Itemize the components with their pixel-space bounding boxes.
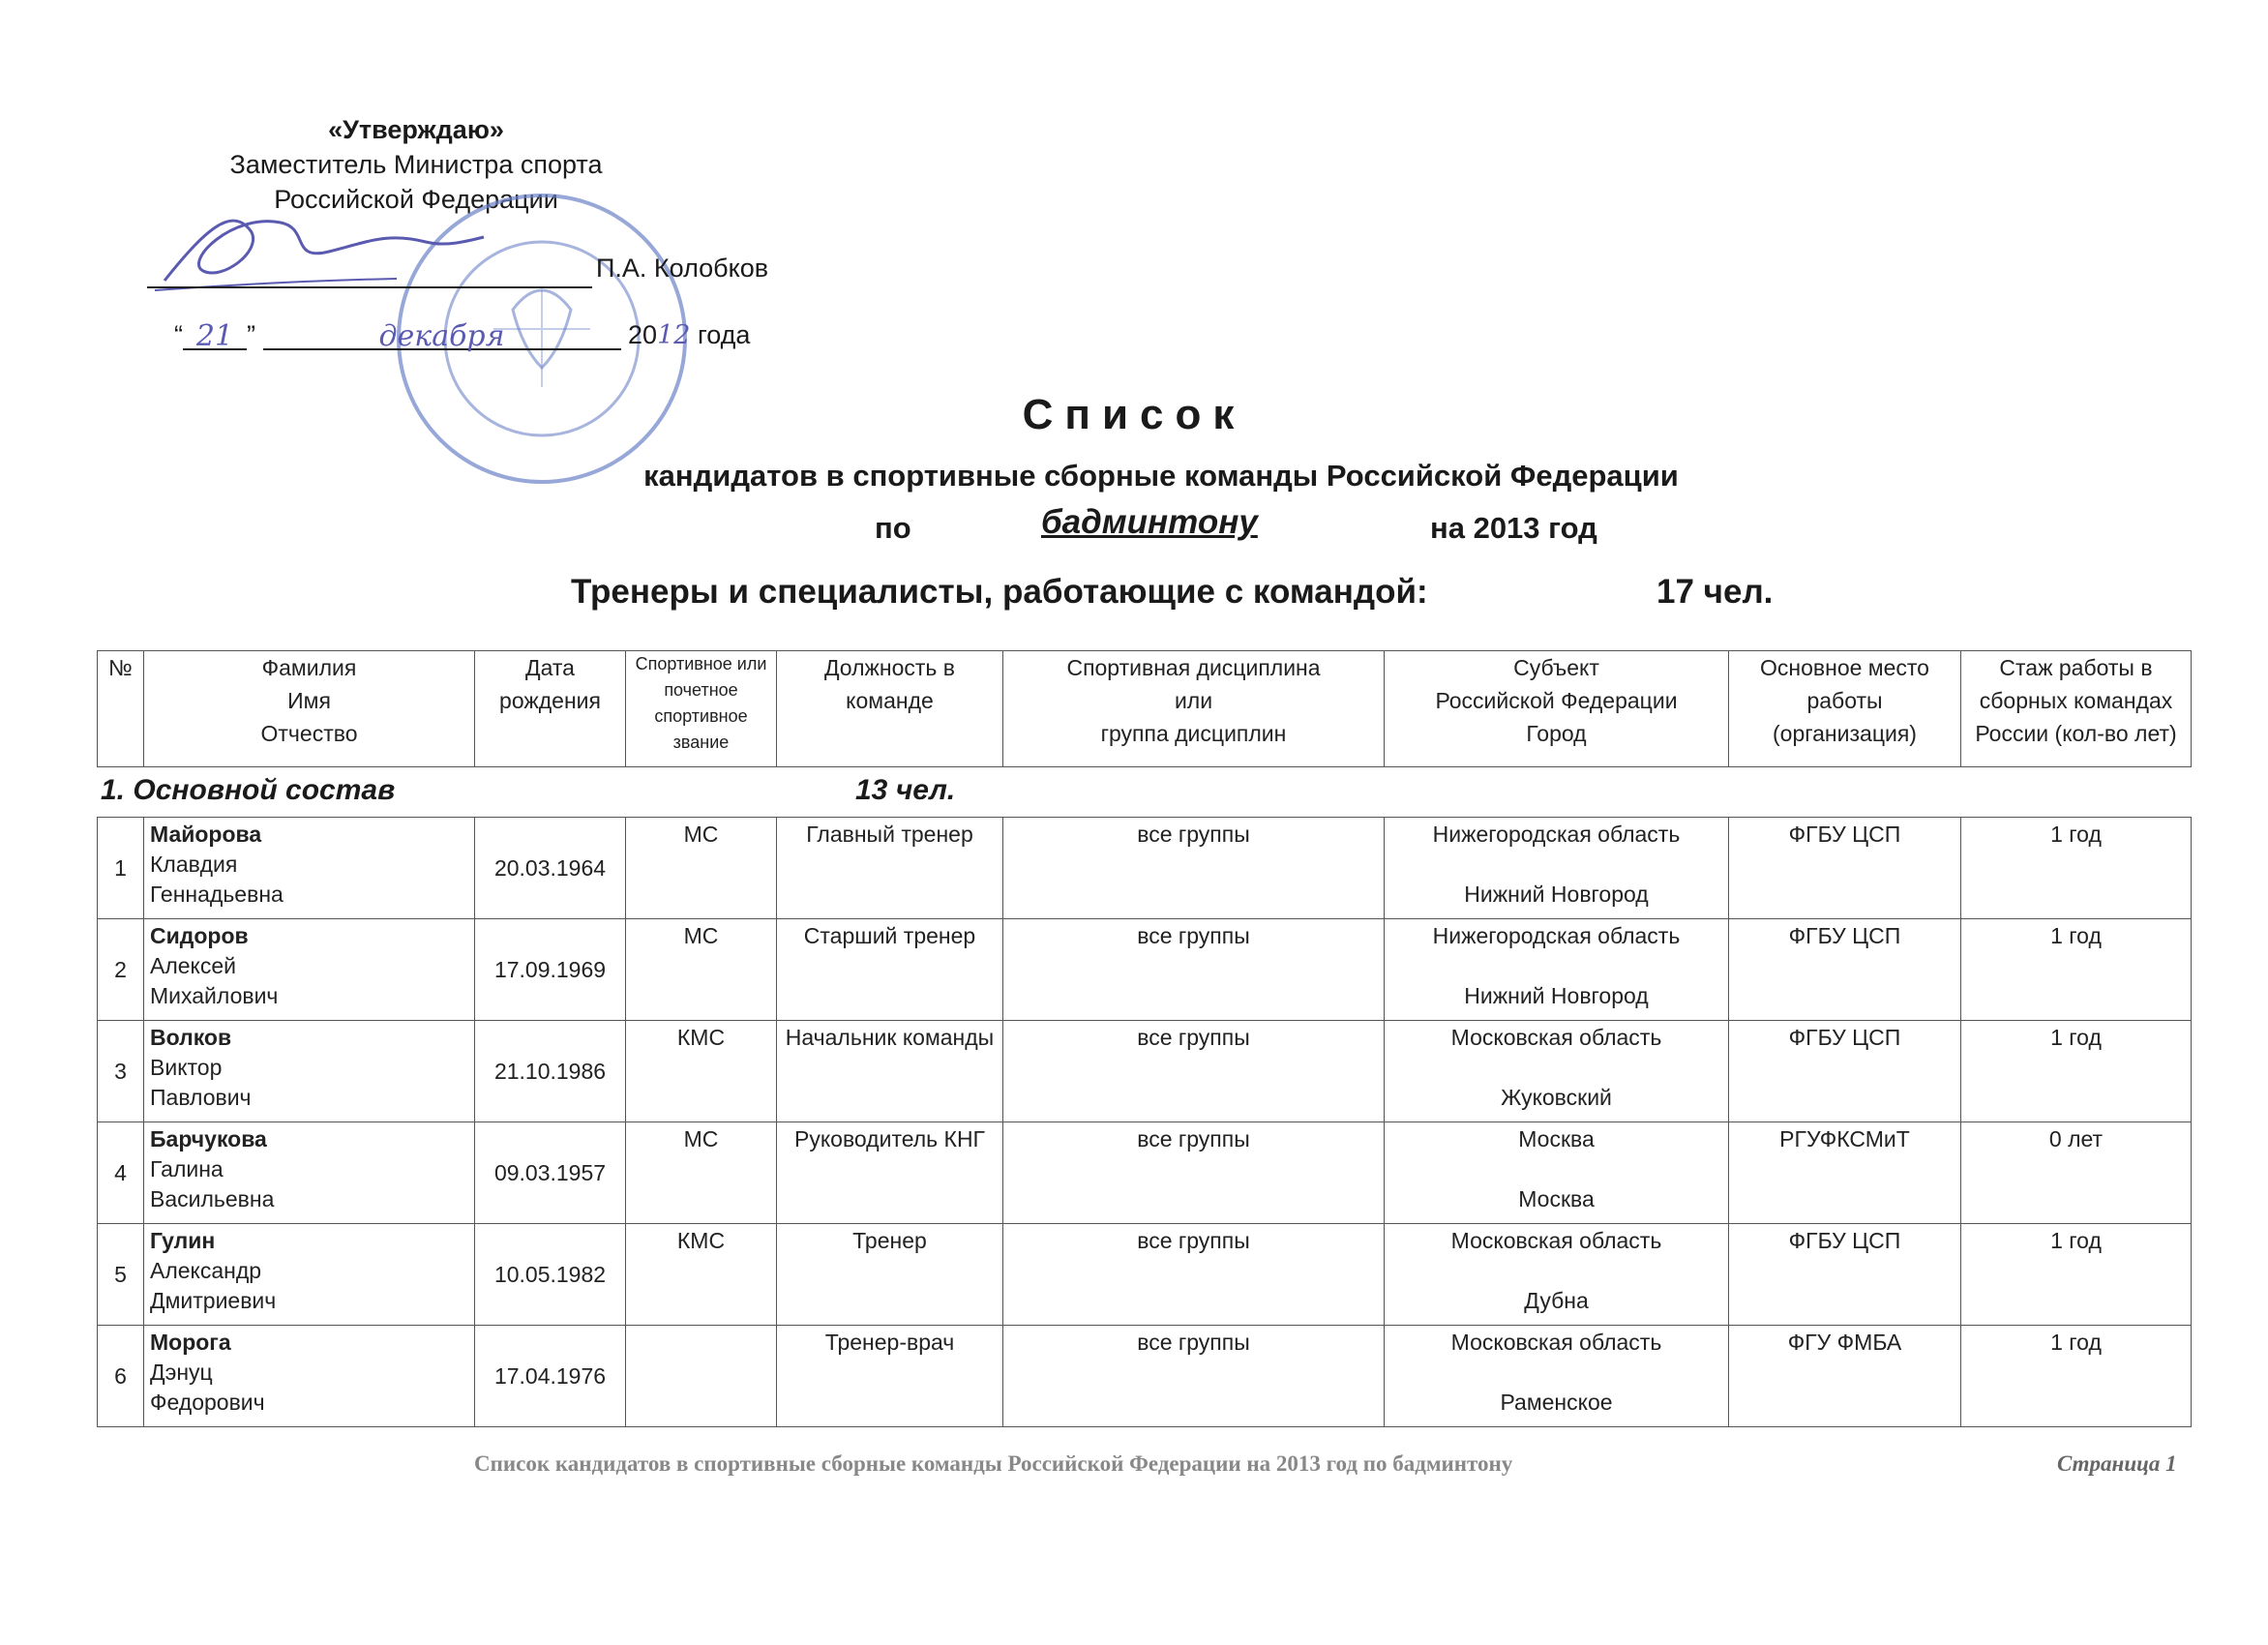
region: Московская область	[1450, 1228, 1662, 1253]
cell-rank	[626, 1326, 777, 1427]
city: Жуковский	[1501, 1085, 1612, 1110]
cell-work: ФГБУ ЦСП	[1729, 1224, 1961, 1326]
cell-discipline: все группы	[1003, 1122, 1385, 1224]
header-work-line: (организация)	[1773, 721, 1917, 746]
header-num: №	[98, 651, 144, 767]
cell-position: Начальник команды	[777, 1021, 1003, 1122]
cell-subject	[1385, 1326, 1729, 1427]
page-number: Страница 1	[2057, 1451, 2177, 1476]
document-title: Список	[1022, 391, 1246, 438]
first-name: Алексей	[150, 953, 237, 978]
cell-subject	[1385, 1122, 1729, 1224]
table-row	[98, 919, 2192, 1021]
cell-num: 6	[98, 1326, 144, 1427]
header-rank-line: звание	[672, 733, 730, 752]
header-stage-line: сборных командах	[1979, 688, 2173, 713]
region: Московская область	[1450, 1330, 1662, 1355]
header-rank-line: спортивное	[654, 706, 748, 726]
cell-num: 4	[98, 1122, 144, 1224]
date-word: года	[697, 320, 751, 349]
cell-position: Старший тренер	[777, 919, 1003, 1021]
header-table	[97, 650, 2192, 767]
header-subject-line: Российской Федерации	[1435, 688, 1678, 713]
cell-work: ФГБУ ЦСП	[1729, 1021, 1961, 1122]
cell-num: 3	[98, 1021, 144, 1122]
cell-dob: 10.05.1982	[475, 1224, 626, 1326]
header-rank-line: Спортивное или	[635, 654, 767, 673]
first-name: Галина	[150, 1156, 224, 1181]
sport-name: бадминтону	[1041, 503, 1258, 541]
cell-fio	[144, 1224, 475, 1326]
first-name: Клавдия	[150, 852, 238, 877]
city: Нижний Новгород	[1464, 983, 1649, 1008]
cell-fio	[144, 818, 475, 919]
last-name: Морога	[150, 1330, 231, 1355]
city: Раменское	[1500, 1390, 1613, 1415]
region: Нижегородская область	[1432, 923, 1681, 948]
middle-name: Федорович	[150, 1390, 265, 1415]
approval-heading: «Утверждаю»	[328, 115, 504, 144]
cell-position: Тренер-врач	[777, 1326, 1003, 1427]
cell-stage: 0 лет	[1961, 1122, 2192, 1224]
header-rank	[626, 651, 777, 767]
last-name: Майорова	[150, 822, 262, 847]
signature-line	[147, 259, 592, 288]
section-title: 1. Основной состав	[101, 774, 396, 806]
region: Московская область	[1450, 1025, 1662, 1050]
footer-text: Список кандидатов в спортивные сборные команды Российской Федерации на 2013 год по бадминтону	[474, 1451, 1513, 1476]
header-rank-line: почетное	[664, 680, 738, 700]
last-name: Сидоров	[150, 923, 249, 948]
region: Москва	[1518, 1126, 1595, 1152]
header-dob	[475, 651, 626, 767]
trainers-label: Тренеры и специалисты, работающие с командой:	[571, 573, 1428, 611]
header-discipline-line: или	[1174, 688, 1213, 713]
cell-stage: 1 год	[1961, 1021, 2192, 1122]
approval-line-1: Заместитель Министра спорта	[229, 150, 603, 179]
cell-rank: МС	[626, 1122, 777, 1224]
cell-dob: 20.03.1964	[475, 818, 626, 919]
header-position-line: команде	[846, 688, 934, 713]
header-subject-line: Город	[1526, 721, 1587, 746]
cell-work: ФГБУ ЦСП	[1729, 919, 1961, 1021]
date-year-prefix: 20	[628, 320, 658, 349]
middle-name: Геннадьевна	[150, 882, 284, 907]
header-fio	[144, 651, 475, 767]
cell-work: РГУФКСМиТ	[1729, 1122, 1961, 1224]
cell-stage: 1 год	[1961, 818, 2192, 919]
header-dob-line: рождения	[499, 688, 601, 713]
table-row	[98, 1122, 2192, 1224]
cell-num: 1	[98, 818, 144, 919]
city: Дубна	[1524, 1288, 1589, 1313]
first-name: Виктор	[150, 1055, 223, 1080]
header-fio-line: Отчество	[260, 721, 358, 746]
cell-dob: 21.10.1986	[475, 1021, 626, 1122]
document-subtitle: кандидатов в спортивные сборные команды Российской Федерации	[643, 459, 1679, 493]
first-name: Александр	[150, 1258, 262, 1283]
middle-name: Дмитриевич	[150, 1288, 277, 1313]
cell-subject	[1385, 818, 1729, 919]
cell-num: 2	[98, 919, 144, 1021]
header-discipline-line: группа дисциплин	[1100, 721, 1287, 746]
last-name: Волков	[150, 1025, 232, 1050]
cell-rank: КМС	[626, 1224, 777, 1326]
signer-name: П.А. Колобков	[596, 254, 769, 283]
cell-fio	[144, 1326, 475, 1427]
table-row	[98, 1224, 2192, 1326]
cell-discipline: все группы	[1003, 1021, 1385, 1122]
cell-num: 5	[98, 1224, 144, 1326]
header-position	[777, 651, 1003, 767]
header-subject	[1385, 651, 1729, 767]
approval-date	[174, 319, 751, 353]
cell-stage: 1 год	[1961, 919, 2192, 1021]
date-day: 21	[183, 319, 247, 350]
cell-dob: 09.03.1957	[475, 1122, 626, 1224]
cell-position: Главный тренер	[777, 818, 1003, 919]
candidates-table	[97, 817, 2192, 1427]
header-work	[1729, 651, 1961, 767]
cell-discipline: все группы	[1003, 1224, 1385, 1326]
header-work-line: работы	[1806, 688, 1883, 713]
first-name: Дэнуц	[150, 1360, 213, 1385]
table-row	[98, 1326, 2192, 1427]
cell-subject	[1385, 1021, 1729, 1122]
cell-position: Руководитель КНГ	[777, 1122, 1003, 1224]
header-stage-line: России (кол-во лет)	[1975, 721, 2177, 746]
header-fio-line: Фамилия	[261, 655, 357, 680]
cell-rank: МС	[626, 919, 777, 1021]
cell-stage: 1 год	[1961, 1326, 2192, 1427]
cell-work: ФГБУ ЦСП	[1729, 818, 1961, 919]
cell-fio	[144, 1021, 475, 1122]
date-close-quote: ”	[247, 320, 255, 349]
year-label: на 2013 год	[1430, 511, 1597, 545]
cell-dob: 17.09.1969	[475, 919, 626, 1021]
header-stage	[1961, 651, 2192, 767]
header-subject-line: Субъект	[1513, 655, 1599, 680]
header-fio-line: Имя	[287, 688, 331, 713]
approval-line-2: Российской Федерации	[274, 185, 558, 214]
cell-rank: КМС	[626, 1021, 777, 1122]
middle-name: Павлович	[150, 1085, 252, 1110]
city: Нижний Новгород	[1464, 882, 1649, 907]
last-name: Гулин	[150, 1228, 216, 1253]
cell-work: ФГУ ФМБА	[1729, 1326, 1961, 1427]
header-dob-line: Дата	[525, 655, 575, 680]
header-discipline	[1003, 651, 1385, 767]
cell-stage: 1 год	[1961, 1224, 2192, 1326]
middle-name: Васильевна	[150, 1186, 275, 1211]
header-discipline-line: Спортивная дисциплина	[1066, 655, 1321, 680]
signature-icon	[145, 194, 493, 310]
city: Москва	[1518, 1186, 1595, 1211]
cell-fio	[144, 1122, 475, 1224]
header-work-line: Основное место	[1760, 655, 1929, 680]
trainers-count: 17 чел.	[1656, 573, 1774, 611]
date-year-suffix: 12	[657, 320, 691, 350]
header-stage-line: Стаж работы в	[1999, 655, 2153, 680]
po-label: по	[875, 511, 911, 545]
header-position-line: Должность в	[823, 655, 956, 680]
cell-discipline: все группы	[1003, 919, 1385, 1021]
cell-rank: МС	[626, 818, 777, 919]
table-row	[98, 1021, 2192, 1122]
cell-discipline: все группы	[1003, 818, 1385, 919]
cell-subject	[1385, 1224, 1729, 1326]
table-row	[98, 818, 2192, 919]
middle-name: Михайлович	[150, 983, 279, 1008]
cell-fio	[144, 919, 475, 1021]
date-month: декабря	[263, 319, 621, 350]
section-count: 13 чел.	[855, 774, 956, 806]
cell-position: Тренер	[777, 1224, 1003, 1326]
last-name: Барчукова	[150, 1126, 267, 1152]
cell-subject	[1385, 919, 1729, 1021]
cell-dob: 17.04.1976	[475, 1326, 626, 1427]
cell-discipline: все группы	[1003, 1326, 1385, 1427]
date-open-quote: “	[174, 320, 183, 349]
region: Нижегородская область	[1432, 822, 1681, 847]
